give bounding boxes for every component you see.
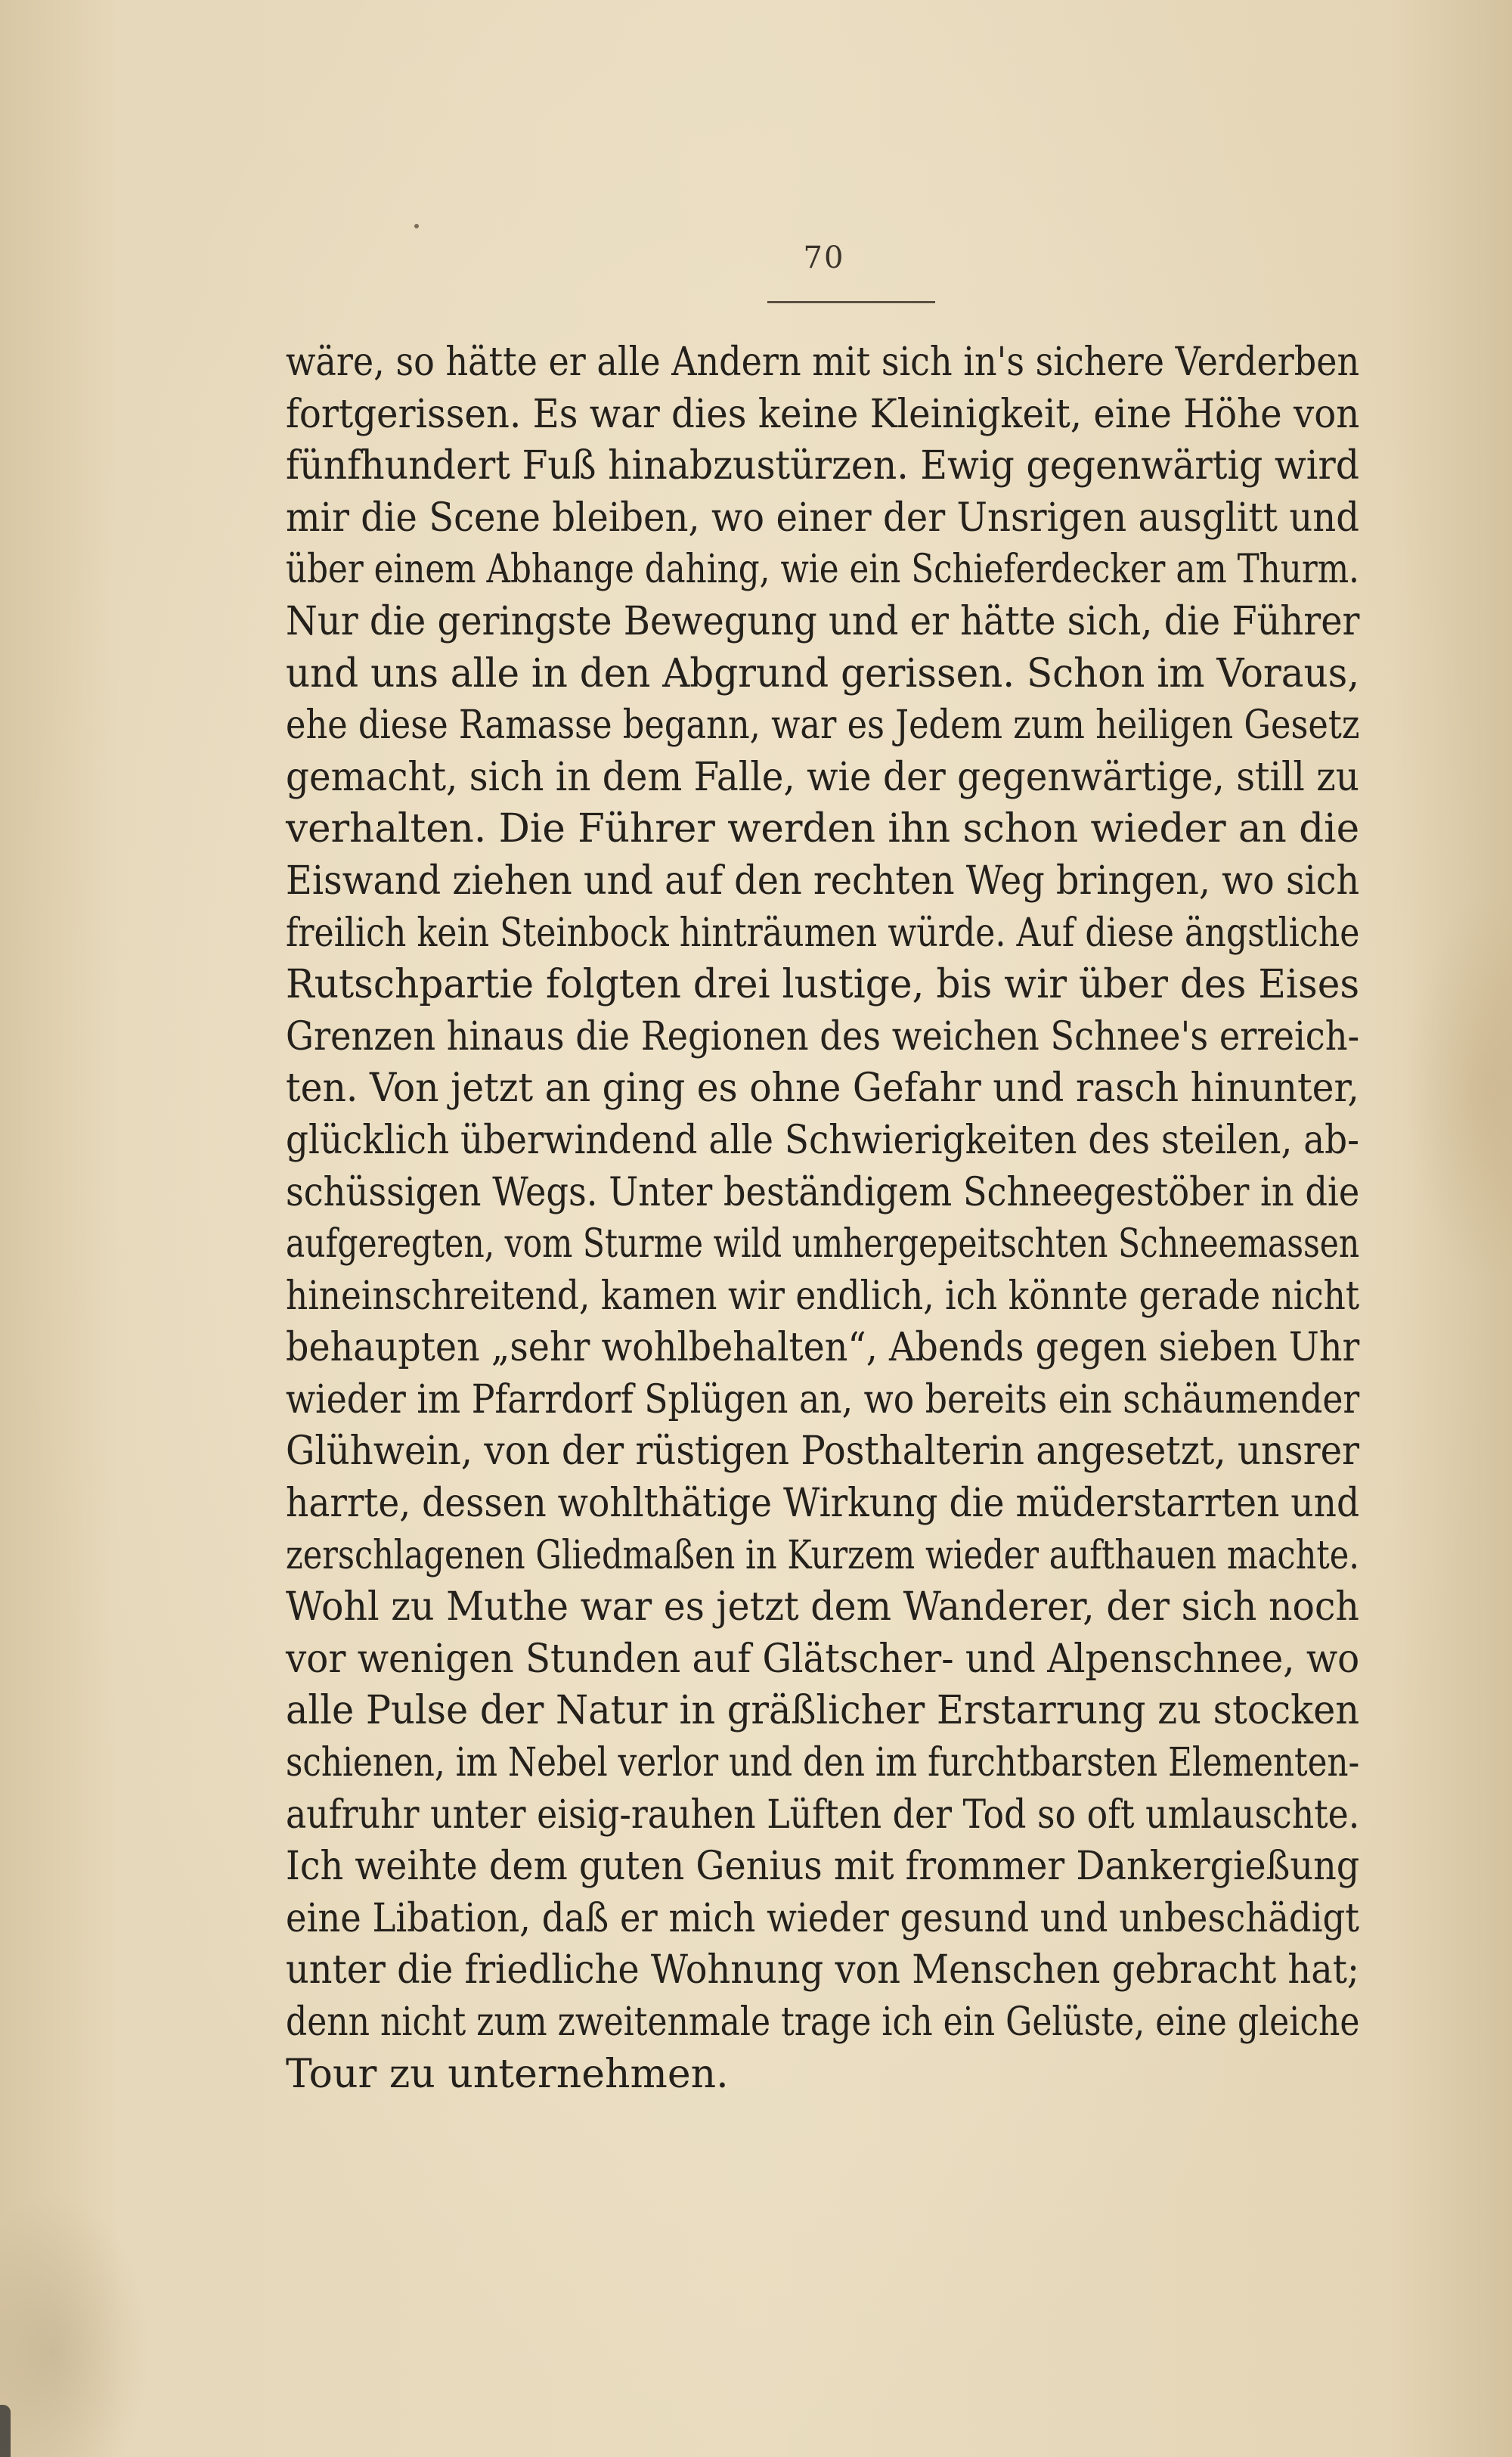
text-line: Eiswand ziehen und auf den rechten Weg bringen, wo sich — [286, 858, 1360, 904]
text-line: alle Pulse der Natur in gräßlicher Erstarrung zu stocken — [286, 1688, 1360, 1734]
text-line: freilich kein Steinbock hinträumen würde. Auf diese ängstliche — [286, 910, 1360, 956]
text-line: Ich weihte dem guten Genius mit frommer Dankergießung — [286, 1844, 1360, 1890]
text-line: zerschlagenen Gliedmaßen in Kurzem wieder aufthauen machte. — [286, 1532, 1359, 1578]
text-line: Rutschpartie folgten drei lustige, bis wir über des Eises — [286, 962, 1360, 1008]
text-line: aufruhr unter eisig-rauhen Lüften der Tod so oft umlauschte. — [286, 1792, 1360, 1838]
text-line: Grenzen hinaus die Regionen des weichen Schnee's erreich- — [286, 1013, 1360, 1059]
text-line: aufgeregten, vom Sturme wild umhergepeitschten Schneemassen — [286, 1221, 1360, 1267]
text-line: über einem Abhange dahing, wie ein Schieferdecker am Thurm. — [286, 547, 1359, 593]
text-line: behaupten „sehr wohlbehalten“, Abends gegen sieben Uhr — [286, 1325, 1360, 1371]
text-line: wieder im Pfarrdorf Splügen an, wo bereits ein schäumender — [286, 1376, 1360, 1422]
text-line: wäre, so hätte er alle Andern mit sich in's sichere Verderben — [286, 340, 1360, 385]
text-line: harrte, dessen wohlthätige Wirkung die müderstarrten und — [286, 1481, 1360, 1527]
text-line: denn nicht zum zweitenmale trage ich ein Gelüste, eine gleiche — [286, 1999, 1360, 2045]
ink-speck — [414, 224, 419, 228]
text-line: hineinschreitend, kamen wir endlich, ich könnte gerade nicht — [286, 1273, 1360, 1319]
body-text — [286, 337, 1359, 2100]
paper-stain — [0, 2193, 151, 2457]
text-line: verhalten. Die Führer werden ihn schon wieder an die — [286, 806, 1360, 852]
text-line: vor wenigen Stunden auf Glätscher- und Alpenschnee, wo — [286, 1636, 1360, 1682]
header-rule — [767, 301, 935, 303]
text-line: eine Libation, daß er mich wieder gesund und unbeschädigt — [286, 1895, 1359, 1941]
text-line: ten. Von jetzt an ging es ohne Gefahr und rasch hinunter, — [286, 1066, 1359, 1112]
binding-edge — [0, 2405, 11, 2457]
text-line: unter die friedliche Wohnung von Menschen gebracht hat; — [286, 1947, 1360, 1993]
text-line: schüssigen Wegs. Unter beständigem Schneegestöber in die — [286, 1169, 1360, 1215]
text-line: Tour zu unternehmen. — [286, 2051, 729, 2097]
text-line: mir die Scene bleiben, wo einer der Unsrigen ausglitt und — [286, 495, 1360, 541]
text-line: Glühwein, von der rüstigen Posthalterin angesetzt, unsrer — [286, 1429, 1360, 1475]
text-line: und uns alle in den Abgrund gerissen. Schon im Voraus, — [286, 650, 1360, 696]
page-number: 70 — [803, 240, 845, 275]
text-line: ehe diese Ramasse begann, war es Jedem zum heiligen Gesetz — [286, 703, 1360, 749]
text-line: gemacht, sich in dem Falle, wie der gegenwärtige, still zu — [286, 754, 1359, 800]
paper-stain — [1406, 892, 1512, 1286]
text-line: glücklich überwindend alle Schwierigkeiten des steilen, ab- — [286, 1117, 1360, 1163]
text-line: fünfhundert Fuß hinabzustürzen. Ewig gegenwärtig wird — [286, 443, 1360, 489]
text-line: fortgerissen. Es war dies keine Kleinigkeit, eine Höhe von — [286, 391, 1360, 437]
text-line: Wohl zu Muthe war es jetzt dem Wanderer, der sich noch — [286, 1584, 1359, 1630]
text-line: Nur die geringste Bewegung und er hätte sich, die Führer — [286, 598, 1360, 644]
text-line: schienen, im Nebel verlor und den im furchtbarsten Elementen- — [286, 1740, 1360, 1786]
